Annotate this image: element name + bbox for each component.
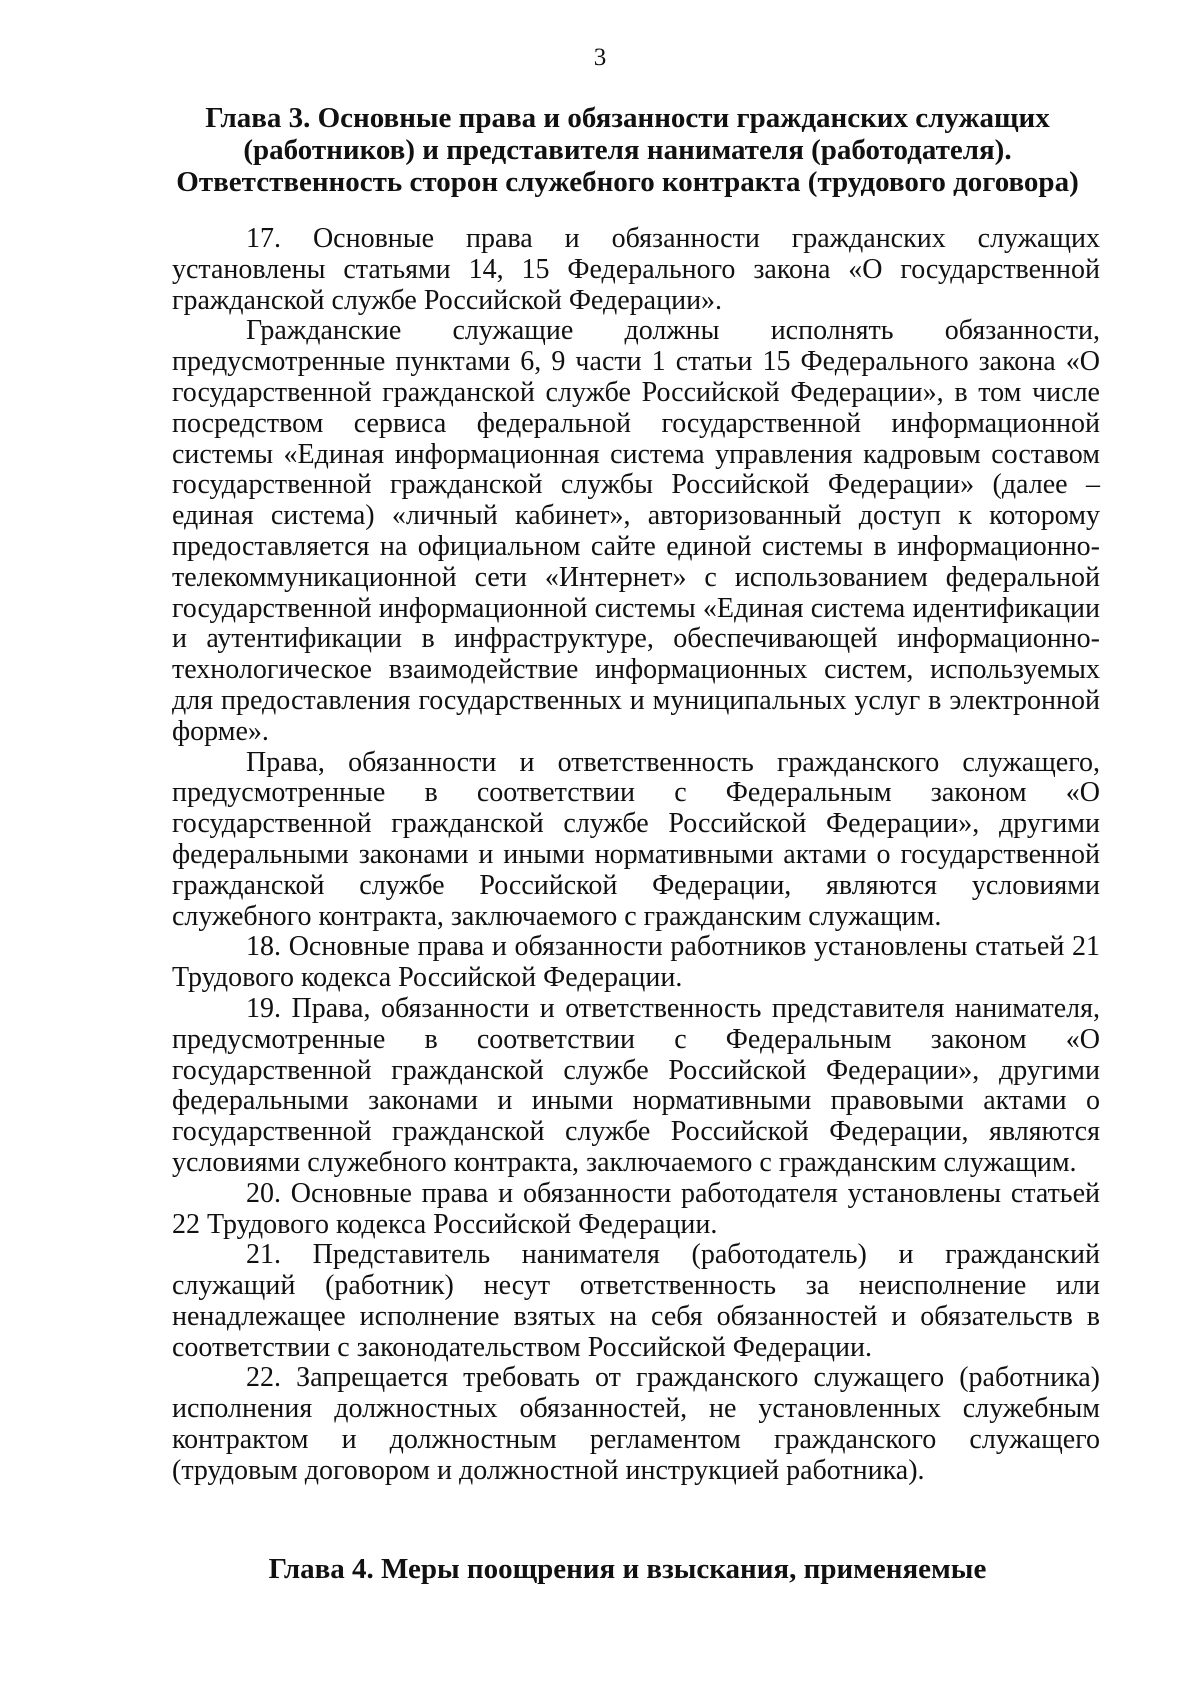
chapter-4-heading-line-1: Глава 4. Меры поощрения и взыскания, применяемые [268,1553,987,1585]
paragraph-17: 17. Основные права и обязанности гражданских служащих установлены статьями 14, 15 Федерального закона «О государственной гражданской службе Российской Федерации». [172,223,1100,316]
page-number: 3 [593,44,607,71]
document-body [172,224,1100,1487]
chapter-3-heading [150,102,1105,198]
chapter-4-heading [150,1553,1105,1585]
paragraph-18: 18. Основные права и обязанности работников установлены статьей 21 Трудового кодекса Российской Федерации. [172,931,1100,994]
chapter-3-heading-line-1: Глава 3. Основные права и обязанности гражданских служащих [205,102,1050,134]
paragraph-21: 21. Представитель нанимателя (работодатель) и гражданский служащий (работник) несут ответственность за неисполнение или ненадлежащее исполнение взятых на себя обязанностей и обязательств в соответствии с законодательством Российской Федерации. [172,1239,1100,1363]
paragraph-22: 22. Запрещается требовать от гражданского служащего (работника) исполнения должностных обязанностей, не установленных служебным контрактом и должностным регламентом гражданского служащего (трудовым договором и должностной инструкцией работника). [172,1362,1100,1486]
paragraph-19: 19. Права, обязанности и ответственность представителя нанимателя, предусмотренные в соответствии с Федеральным законом «О государственной гражданской службе Российской Федерации», другими федеральными законами и иными нормативными правовыми актами о государственной гражданской службе Российской Федерации, являются условиями служебного контракта, заключаемого с гражданским служащим. [172,992,1100,1178]
paragraph-20: 20. Основные права и обязанности работодателя установлены статьей 22 Трудового кодекса Российской Федерации. [172,1177,1100,1240]
chapter-3-heading-line-3: Ответственность сторон служебного контракта (трудового договора) [176,166,1079,198]
chapter-3-heading-line-2: (работников) и представителя нанимателя (работодателя). [243,134,1012,166]
paragraph-17-conditions: Права, обязанности и ответственность гражданского служащего, предусмотренные в соответствии с Федеральным законом «О государственной гражданской службе Российской Федерации», другими федеральными законами и иными нормативными актами о государственной гражданской службе Российской Федерации, являются условиями служебного контракта, заключаемого с гражданским служащим. [172,746,1100,932]
paragraph-17-duties: Гражданские служащие должны исполнять обязанности, предусмотренные пунктами 6, 9 части 1 статьи 15 Федерального закона «О государственной гражданской службе Российской Федерации», в том числе посредством сервиса федеральной государственной информационной системы «Единая информационная система управления кадровым составом государственной гражданской службы Российской Федерации» (далее – единая система) «личный кабинет», авторизованный доступ к которому предоставляется на официальном сайте единой системы в информационно-телекоммуникационной сети «Интернет» с использованием федеральной государственной информационной системы «Единая система идентификации и аутентификации в инфраструктуре, обеспечивающей информационно-технологическое взаимодействие информационных систем, используемых для предоставления государственных и муниципальных услуг в электронной форме». [172,315,1100,747]
